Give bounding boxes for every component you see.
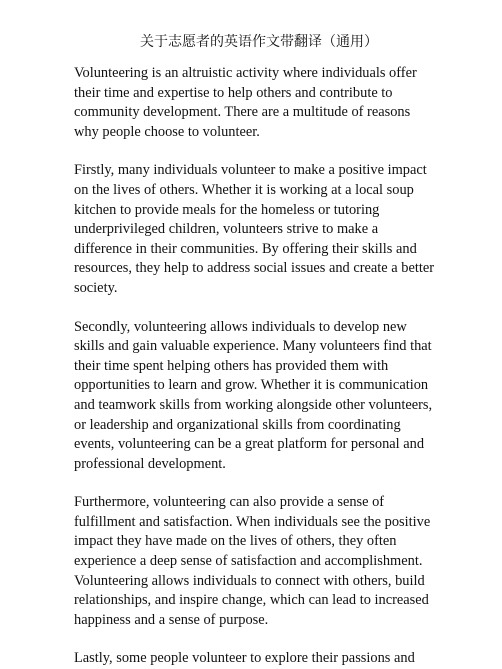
paragraph-furthermore: Furthermore, volunteering can also provide a sense of fulfillment and satisfaction. When individuals see the positive impact they have made on the lives of others, they often experience a deep sense of satisfaction and accomplishment. Volunteering allows individuals to connect with others, build relationships, and inspire change, which can lead to increased happiness and a sense of purpose. [74,494,431,628]
document-title: 关于志愿者的英语作文带翻译（通用） [140,35,378,50]
paragraph-lastly: Lastly, some people volunteer to explore their passions and [74,650,415,667]
paragraph-secondly: Secondly, volunteering allows individuals to develop new skills and gain valuable experience. Many volunteers find that their time spent helping others has provided them with opportunities to learn and grow. Whether it is communication and teamwork skills from working alongside other volunteers, or leadership and organizational skills from coordinating events, volunteering can be a great platform for personal and professional development. [74,318,433,472]
paragraph-intro: Volunteering is an altruistic activity where individuals offer their time and expertise to help others and contribute to community development. There are a multitude of reasons why people choose to volunteer. [74,65,417,140]
paragraph-firstly: Firstly, many individuals volunteer to make a positive impact on the lives of others. Whether it is working at a local soup kitchen to provide meals for the homeless or tutoring underprivileged children, volunteers strive to make a difference in their communities. By offering their skills and resources, they help to address social issues and create a better society. [74,162,435,296]
